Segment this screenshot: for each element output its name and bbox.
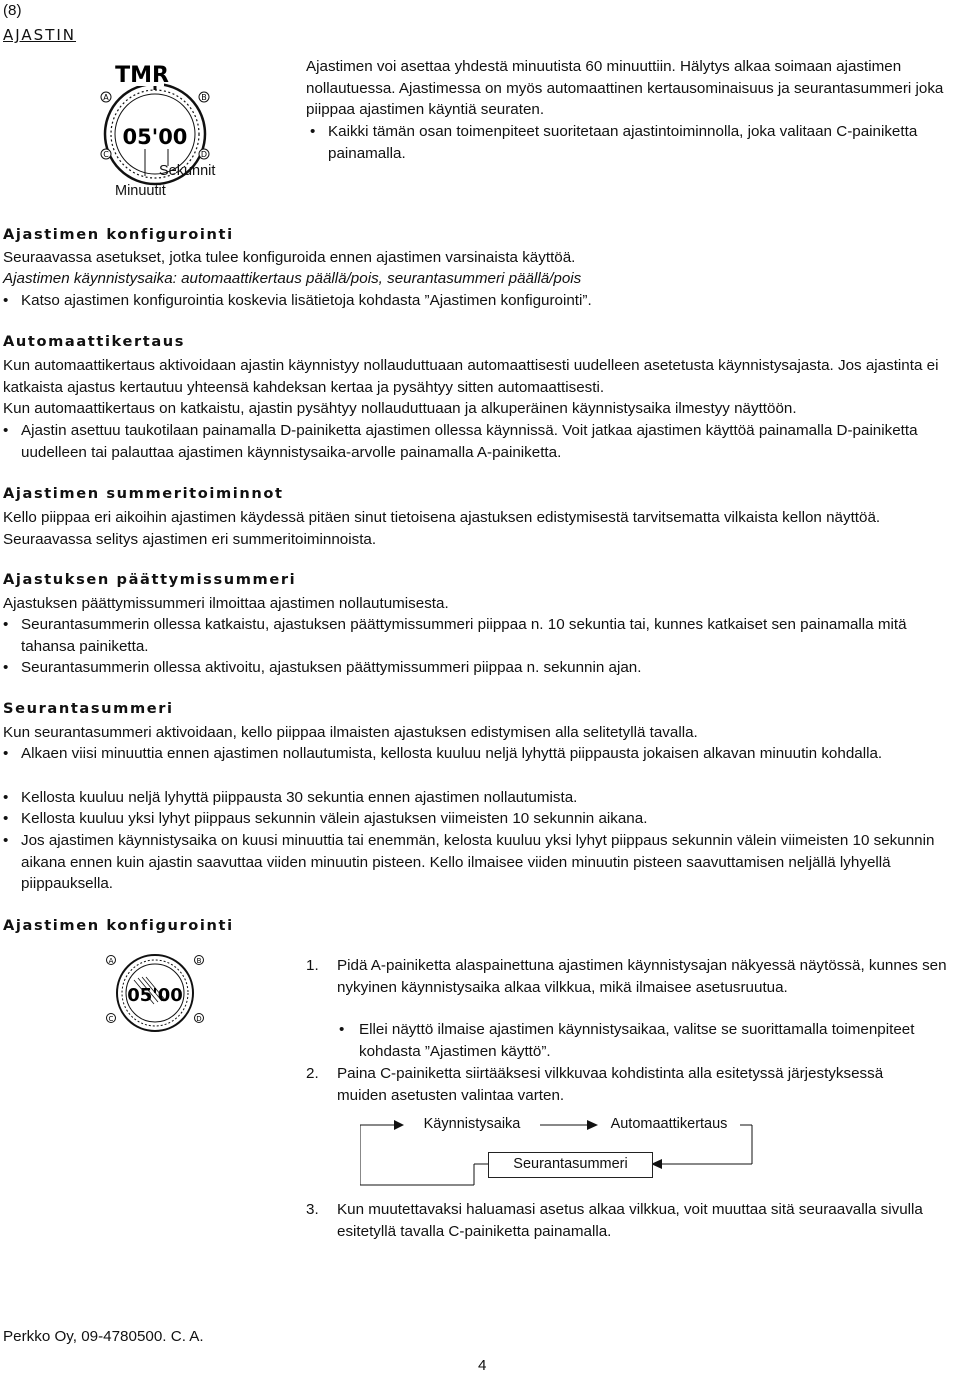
auto-paragraph-2: Kun automaattikertaus on katkaistu, ajastin pysähtyy nollauduttuaan ja alkuperäinen käynnistysaika ilmestyy näyttöön. <box>3 400 797 417</box>
track-bullet-2: • Kellosta kuuluu neljä lyhyttä piippausta 30 sekuntia ennen ajastimen nollautumista. <box>3 789 578 806</box>
end-bullet-2-text: Seurantasummerin ollessa aktivoitu, ajastuksen päättymissummeri piippaa n. sekunnin ajan. <box>21 659 642 676</box>
end-heading: Ajastuksen päättymissummeri <box>3 571 297 588</box>
section-title: AJASTIN <box>3 26 77 44</box>
watch-illustration-config <box>98 944 222 1034</box>
end-bullet-1-text: Seurantasummerin ollessa katkaistu, ajastuksen päättymissummeri piippaa n. 10 sekuntia tai, kunnes katkaiset sen painamalla mitä tahansa painiketta. <box>21 616 907 655</box>
intro-paragraph: Ajastimen voi asettaa yhdestä minuutista 60 minuuttiin. Hälytys alkaa soimaan ajastimen nollautuessa. Ajastimessa on myös automaattinen kertausominaisuus ja seurantasummeri joka piippaa ajastimen käyntiä seuraten. <box>306 58 944 118</box>
button-a-label: A <box>103 93 109 102</box>
button-b-label-2: B <box>196 957 202 965</box>
end-paragraph: Ajastuksen päättymissummeri ilmoittaa ajastimen nollautumisesta. <box>3 595 449 612</box>
config-bullet-text: Katso ajastimen konfigurointia koskevia lisätietoja kohdasta ”Ajastimen konfigurointi”. <box>21 292 592 309</box>
track-paragraph: Kun seurantasummeri aktivoidaan, kello piippaa ilmaisten ajastuksen edistymisen alla selitetyllä tavalla. <box>3 724 698 741</box>
step-1-bullet: • Ellei näyttö ilmaise ajastimen käynnistysaikaa, valitse se suorittamalla toimenpiteet kohdasta ”Ajastimen käyttö”. <box>339 1021 915 1060</box>
track-bullet-4: • Jos ajastimen käynnistysaika on kuusi minuuttia tai enemmän, kelosta kuuluu yksi lyhyt piippaus sekunnin välein viimeisten 10 sekunnin aikana ennen kuin ajastin saavuttaa viiden minuutin pisteen. Kello ilmaisee viiden minuutin pisteen saavuttamisen neljällä lyhyellä piippauksella. <box>3 832 935 892</box>
step-1-text: Pidä A-painiketta alaspainettuna ajastimen käynnistysajan näkyessä näytössä, kunnes sen nykyinen käynnistysaika alkaa vilkkua, mikä ilmaisee asetusruutua. <box>337 957 947 996</box>
button-a-label-2: A <box>108 957 114 965</box>
config-bullet: • Katso ajastimen konfigurointia koskevia lisätietoja kohdasta ”Ajastimen konfigurointi”. <box>3 292 592 309</box>
button-d-label: D <box>200 150 208 159</box>
flow-start-time: Käynnistysaika <box>404 1113 540 1136</box>
watch-time-display: 05'00 <box>122 125 188 149</box>
step-3-number: 3. <box>306 1201 319 1218</box>
watch-mode-text: TMR <box>115 63 169 88</box>
end-bullet-1: • Seurantasummerin ollessa katkaistu, ajastuksen päättymissummeri piippaa n. 10 sekuntia tai, kunnes katkaiset sen painamalla mitä tahansa painiketta. <box>3 616 907 655</box>
step-1-bullet-text: Ellei näyttö ilmaise ajastimen käynnistysaikaa, valitse se suorittamalla toimenpiteet kohdasta ”Ajastimen käyttö”. <box>359 1021 915 1060</box>
intro-bullet-text: Kaikki tämän osan toimenpiteet suoritetaan ajastintoiminnolla, joka valitaan C-painiketta painamalla. <box>328 123 918 162</box>
auto-paragraph-1: Kun automaattikertaus aktivoidaan ajastin käynnistyy nollauduttuaan automaattisesti uudelleen asetetusta käynnistysajasta. Jos ajastinta ei katkaista ajastus kertautuu yhteensä kahdeksan kertaa ja pysähtyy sitten automaattisesti. <box>3 357 939 396</box>
auto-heading: Automaattikertaus <box>3 333 186 350</box>
track-bullet-3-text: Kellosta kuuluu yksi lyhyt piippaus sekunnin välein ajastuksen viimeisten 10 sekunnin aikana. <box>21 810 648 827</box>
track-bullet-2-text: Kellosta kuuluu neljä lyhyttä piippausta 30 sekuntia ennen ajastimen nollautumista. <box>21 789 578 806</box>
auto-bullet-text: Ajastin asettuu taukotilaan painamalla D-painiketta ajastimen ollessa käynnissä. Voit jatkaa ajastimen käyttöä painamalla D-painiketta uudelleen tai palauttaa ajastimen käynnistysaika-arvolle painamalla A-painiketta. <box>21 422 918 461</box>
buzzer-heading: Ajastimen summeritoiminnot <box>3 485 284 502</box>
track-heading: Seurantasummeri <box>3 700 174 717</box>
button-b-label: B <box>201 93 207 102</box>
end-bullet-2: • Seurantasummerin ollessa aktivoitu, ajastuksen päättymissummeri piippaa n. sekunnin ajan. <box>3 659 642 676</box>
settings-flow-diagram <box>360 1107 760 1187</box>
config-paragraph: Seuraavassa asetukset, jotka tulee konfiguroida ennen ajastimen varsinaista käyttöä. <box>3 249 576 266</box>
button-c-label-2: C <box>108 1015 114 1023</box>
track-bullet-1: • Alkaen viisi minuuttia ennen ajastimen nollautumista, kellosta kuuluu neljä lyhyttä piippausta jokaisen alkavan minuutin kohdalla. <box>3 745 883 762</box>
intro-bullet: • Kaikki tämän osan toimenpiteet suoritetaan ajastintoiminnolla, joka valitaan C-painiketta painamalla. <box>310 123 918 162</box>
auto-bullet: • Ajastin asettuu taukotilaan painamalla D-painiketta ajastimen ollessa käynnissä. Voit jatkaa ajastimen käyttöä painamalla D-painiketta uudelleen tai palauttaa ajastimen käynnistysaika-arvolle painamalla A-painiketta. <box>3 422 918 461</box>
watch-time-display-config: 05'00 <box>127 985 183 1006</box>
track-bullet-3: • Kellosta kuuluu yksi lyhyt piippaus sekunnin välein ajastuksen viimeisten 10 sekunnin aikana. <box>3 810 648 827</box>
step-3-text: Kun muutettavaksi haluamasi asetus alkaa vilkkua, voit muuttaa sitä seuraavalla sivulla esitetyllä tavalla C-painiketta painamalla. <box>337 1201 923 1240</box>
track-bullet-4-text: Jos ajastimen käynnistysaika on kuusi minuuttia tai enemmän, kelosta kuuluu yksi lyhyt piippaus sekunnin välein viimeisten 10 sekunnin aikana ennen kuin ajastin saavuttaa viiden minuutin pisteen. Kello ilmaisee viiden minuutin pisteen saavuttamisen neljällä lyhyellä piippauksella. <box>21 832 935 892</box>
minutes-label: Minuutit <box>115 183 166 199</box>
config2-heading: Ajastimen konfigurointi <box>3 917 234 934</box>
step-1-number: 1. <box>306 957 319 974</box>
footer-company: Perkko Oy, 09-4780500. C. A. <box>3 1328 204 1345</box>
flow-progress-beeper: Seurantasummeri <box>488 1152 653 1178</box>
config-settings-line: Ajastimen käynnistysaika: automaattikertaus päällä/pois, seurantasummeri päällä/pois <box>3 270 582 287</box>
seconds-label: Sekunnit <box>159 163 216 179</box>
track-bullet-1-text: Alkaen viisi minuuttia ennen ajastimen nollautumista, kellosta kuuluu neljä lyhyttä piippausta jokaisen alkavan minuutin kohdalla. <box>21 745 883 762</box>
flow-auto-repeat: Automaattikertaus <box>598 1113 740 1136</box>
step-2-text: Paina C-painiketta siirtääksesi vilkkuvaa kohdistinta alla esitetyssä järjestyksessä muiden asetusten valintaa varten. <box>337 1065 884 1104</box>
button-c-label: C <box>103 150 109 159</box>
page-number: 4 <box>478 1357 487 1374</box>
config-heading: Ajastimen konfigurointi <box>3 226 234 243</box>
button-d-label-2: D <box>196 1015 202 1023</box>
section-number: (8) <box>3 2 22 19</box>
buzzer-paragraph: Kello piippaa eri aikoihin ajastimen käydessä pitäen sinut tietoisena ajastuksen edistymisestä tarvitsematta vilkaista kellon näyttöä. Seuraavassa selitys ajastimen eri summeritoiminnoista. <box>3 509 881 548</box>
step-2-number: 2. <box>306 1065 319 1082</box>
